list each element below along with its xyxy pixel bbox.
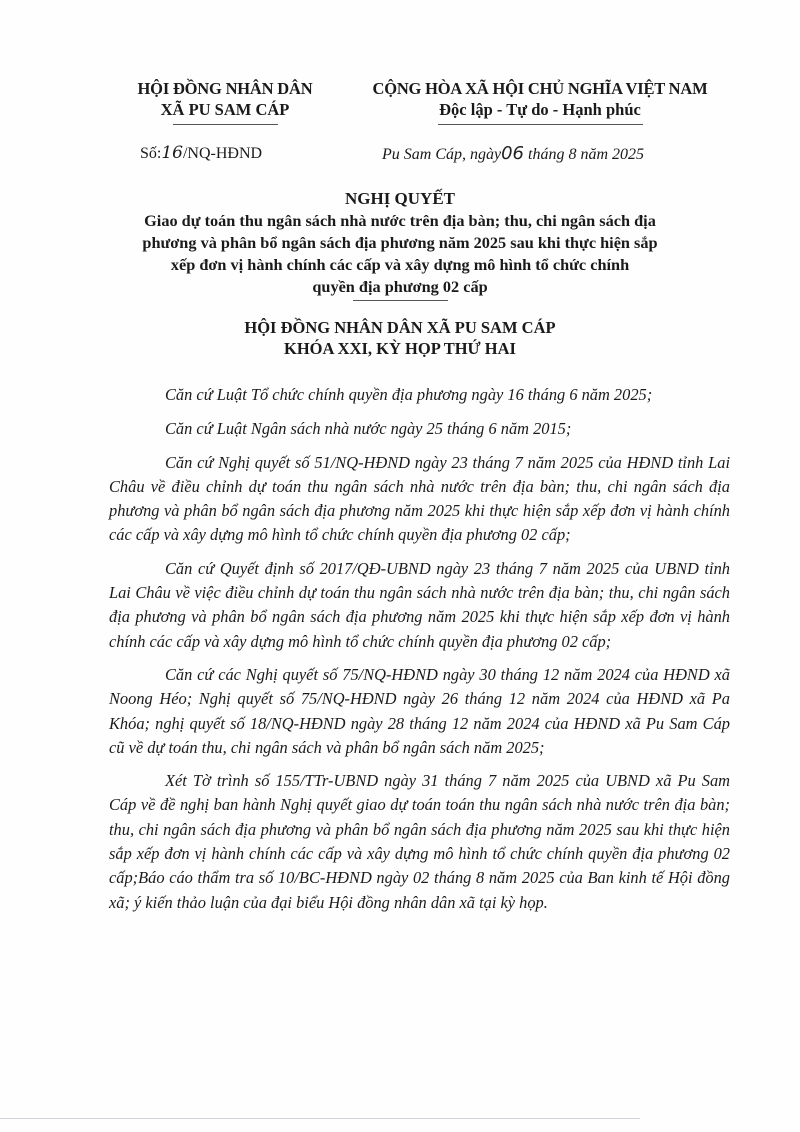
date-suffix: tháng 8 năm 2025	[524, 146, 645, 163]
place-date-line	[382, 143, 644, 164]
council-name: HỘI ĐỒNG NHÂN DÂN XÃ PU SAM CÁP	[244, 318, 556, 337]
resolution-heading: NGHỊ QUYẾT	[344, 189, 456, 208]
preamble-body	[109, 383, 730, 924]
title-underline	[353, 300, 448, 301]
resolution-title-block	[100, 188, 700, 301]
authority-underline	[173, 124, 278, 125]
council-session-block	[100, 317, 700, 359]
resolution-subject-line: Giao dự toán thu ngân sách nhà nước trên địa bàn; thu, chi ngân sách địa	[144, 211, 656, 230]
docno-prefix: Số:	[140, 145, 162, 162]
council-session: KHÓA XXI, KỲ HỌP THỨ HAI	[284, 339, 516, 358]
issuing-authority-commune: XÃ PU SAM CÁP	[160, 100, 290, 119]
resolution-subject-line: xếp đơn vị hành chính các cấp và xây dựng mô hình tổ chức chính	[170, 255, 630, 274]
national-heading-block	[350, 78, 730, 125]
issuing-authority-name: HỘI ĐỒNG NHÂN DÂN	[137, 79, 313, 98]
date-day-handwritten: 06	[501, 143, 525, 164]
preamble-paragraph: Căn cứ Luật Ngân sách nhà nước ngày 25 tháng 6 năm 2015;	[165, 419, 572, 439]
motto-underline	[438, 124, 643, 125]
preamble-paragraph: Căn cứ Nghị quyết số 51/NQ-HĐND ngày 23 tháng 7 năm 2025 của HĐND tỉnh Lai Châu về điều chỉnh dự toán thu ngân sách nhà nước trên địa bàn; thu, chi ngân sách địa phương và phân bổ ngân sách địa phương năm 2025 khi thực hiện sắp xếp đơn vị hành chính các cấp và xây dựng mô hình tổ chức chính quyền địa phương 02 cấp;	[109, 452, 730, 545]
docno-handwritten: 16	[161, 143, 183, 163]
preamble-paragraph: Xét Tờ trình số 155/TTr-UBND ngày 31 tháng 7 năm 2025 của UBND xã Pu Sam Cáp về đề nghị ban hành Nghị quyết giao dự toán toán thu ngân sách nhà nước trên địa bàn; thu, chi ngân sách địa phương và phân bổ ngân sách địa phương năm 2025 sau khi thực hiện sắp xếp đơn vị hành chính các cấp và xây dựng mô hình tổ chức chính quyền địa phương 02 cấp;Báo cáo thẩm tra số 10/BC-HĐND ngày 02 tháng 8 năm 2025 của Ban kinh tế Hội đồng xã; ý kiến thảo luận của đại biểu Hội đồng nhân dân xã tại kỳ họp.	[109, 771, 730, 912]
date-prefix: Pu Sam Cáp, ngày	[382, 146, 502, 163]
preamble-paragraph: Căn cứ Luật Tổ chức chính quyền địa phương ngày 16 tháng 6 năm 2025;	[165, 385, 653, 404]
docno-suffix: /NQ-HĐND	[182, 145, 263, 162]
resolution-subject-line: quyền địa phương 02 cấp	[312, 277, 488, 296]
scan-edge-line	[0, 1118, 640, 1119]
preamble-paragraph: Căn cứ Quyết định số 2017/QĐ-UBND ngày 23 tháng 7 năm 2025 của UBND tỉnh Lai Châu về việc điều chỉnh dự toán thu ngân sách nhà nước trên địa bàn; thu, chi ngân sách địa phương và phân bổ ngân sách địa phương năm 2025 khi thực hiện sắp xếp đơn vị hành chính các cấp và xây dựng mô hình tổ chức chính quyền địa phương 02 cấp;	[109, 558, 730, 651]
document-number	[140, 143, 262, 163]
preamble-paragraph: Căn cứ các Nghị quyết số 75/NQ-HĐND ngày 30 tháng 12 năm 2024 của HĐND xã Noong Héo; Nghị quyết số 75/NQ-HĐND ngày 26 tháng 12 năm 2024 của HĐND xã Pa Khóa; nghị quyết số 18/NQ-HĐND ngày 28 tháng 12 năm 2024 của HĐND xã Pu Sam Cáp cũ về dự toán thu, chi ngân sách và phân bổ ngân sách năm 2025;	[109, 664, 730, 757]
national-motto: Độc lập - Tự do - Hạnh phúc	[439, 100, 641, 119]
resolution-subject-line: phương và phân bổ ngân sách địa phương năm 2025 sau khi thực hiện sắp	[142, 233, 658, 252]
country-name: CỘNG HÒA XÃ HỘI CHỦ NGHĨA VIỆT NAM	[372, 79, 708, 98]
issuing-authority-block	[110, 78, 340, 125]
